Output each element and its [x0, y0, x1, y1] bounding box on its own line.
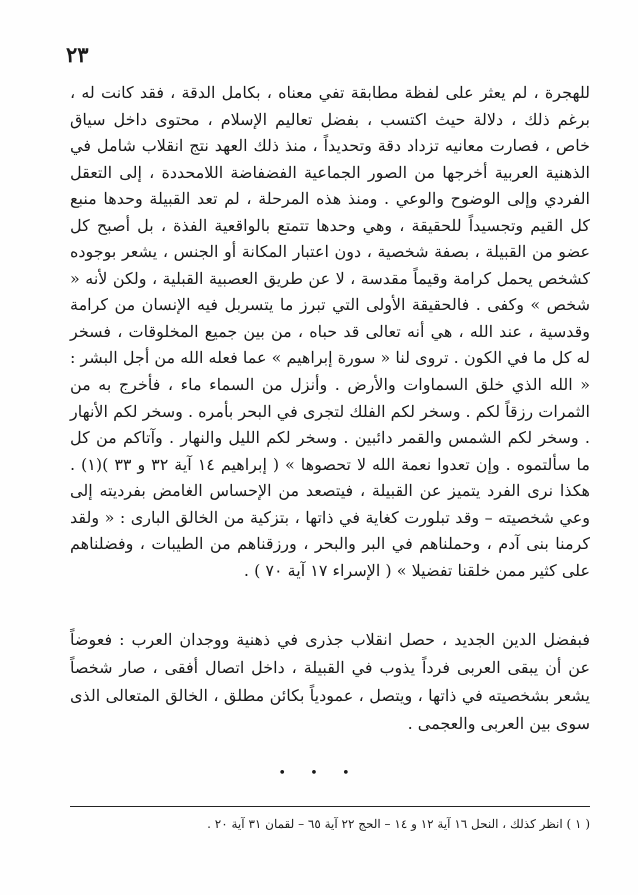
- footnote-divider: [70, 806, 590, 807]
- section-separator: • • •: [278, 766, 360, 781]
- paragraph-2: فبفضل الدين الجديد ، حصل انقلاب جذرى في ذهنية ووجدان العرب : فعوضاً عن أن يبقى العربى فرداً يذوب في القبيلة ، داخل اتصال أفقى ، صار شخصاً يشعر بشخصيته في ذاتها ، ويتصل ، عمودياً بكائن مطلق ، الخالق المتعالى الذى سوى بين العربى والعجمى .: [70, 630, 590, 733]
- body-text: [70, 80, 590, 738]
- page-number: ٢٣: [66, 42, 89, 67]
- paragraph-1: للهجرة ، لم يعثر على لفظة مطابقة تفي معناه ، بكامل الدقة ، فقد كانت له ، برغم ذلك ، دلالة حيث اكتسب ، بفضل تعاليم الإسلام ، محتوى داخل سياق خاص ، فصارت معانيه تزداد دقة وتحديداً ، منذ ذلك العهد نتج انقلاب شامل في الذهنية العربية أخرجها من الصور الجماعية الفضفاضة اللامحددة ، إلى التعقل الفردي وإلى الوضوح والوعي . ومنذ هذه المرحلة ، لم تعد القبيلة وحدها منبع كل القيم وتجسيداً للحقيقة ، وهي وحدها تتمتع بالواقعية الفذة ، بل أصبح كل عضو من القبيلة ، بصفة شخصية ، دون اعتبار المكانة أو الجنس ، يشعر بوجوده كشخص يحمل كرامة وقيماً مقدسة ، لا عن طريق العصبية القبلية ، ولكن لأنه « شخص » وكفى . فالحقيقة الأولى التي تبرز ما يتسربل فيه الإنسان من كرامة وقدسية ، عند الله ، هي أنه تعالى قد حباه ، من بين جميع المخلوقات ، فسخر له كل ما في الكون . تروى لنا « سورة إبراهيم » عما فعله الله من أجل البشر : « الله الذي خلق السماوات والأرض . وأنزل من السماء ماء ، فأخرج به من الثمرات رزقاً لكم . وسخر لكم الفلك لتجرى في البحر بأمره . وسخر لكم الأنهار . وسخر لكم الشمس والقمر دائبين . وسخر لكم الليل والنهار . وآتاكم من كل ما سألتموه . وإن تعدوا نعمة الله لا تحصوها » ( إبراهيم ١٤ آية ٣٢ و ٣٣ )(١) . هكذا نرى الفرد يتميز عن القبيلة ، فيتصعد من الإحساس الغامض بفرديته إلى وعي شخصيته – وقد تبلورت كغاية في ذاتها ، بتزكية من الخالق البارى : « ولقد كرمنا بنى آدم ، وحملناهم في البر والبحر ، ورزقناهم من الطيبات ، وفضلناهم على كثير ممن خلقنا تفضيلا » ( الإسراء ١٧ آية ٧٠ ) .: [70, 83, 591, 580]
- footnote: ( ١ ) انظر كذلك ، النحل ١٦ آية ١٢ و ١٤ – الحج ٢٢ آية ٦٥ – لقمان ٣١ آية ٢٠ .: [207, 817, 590, 831]
